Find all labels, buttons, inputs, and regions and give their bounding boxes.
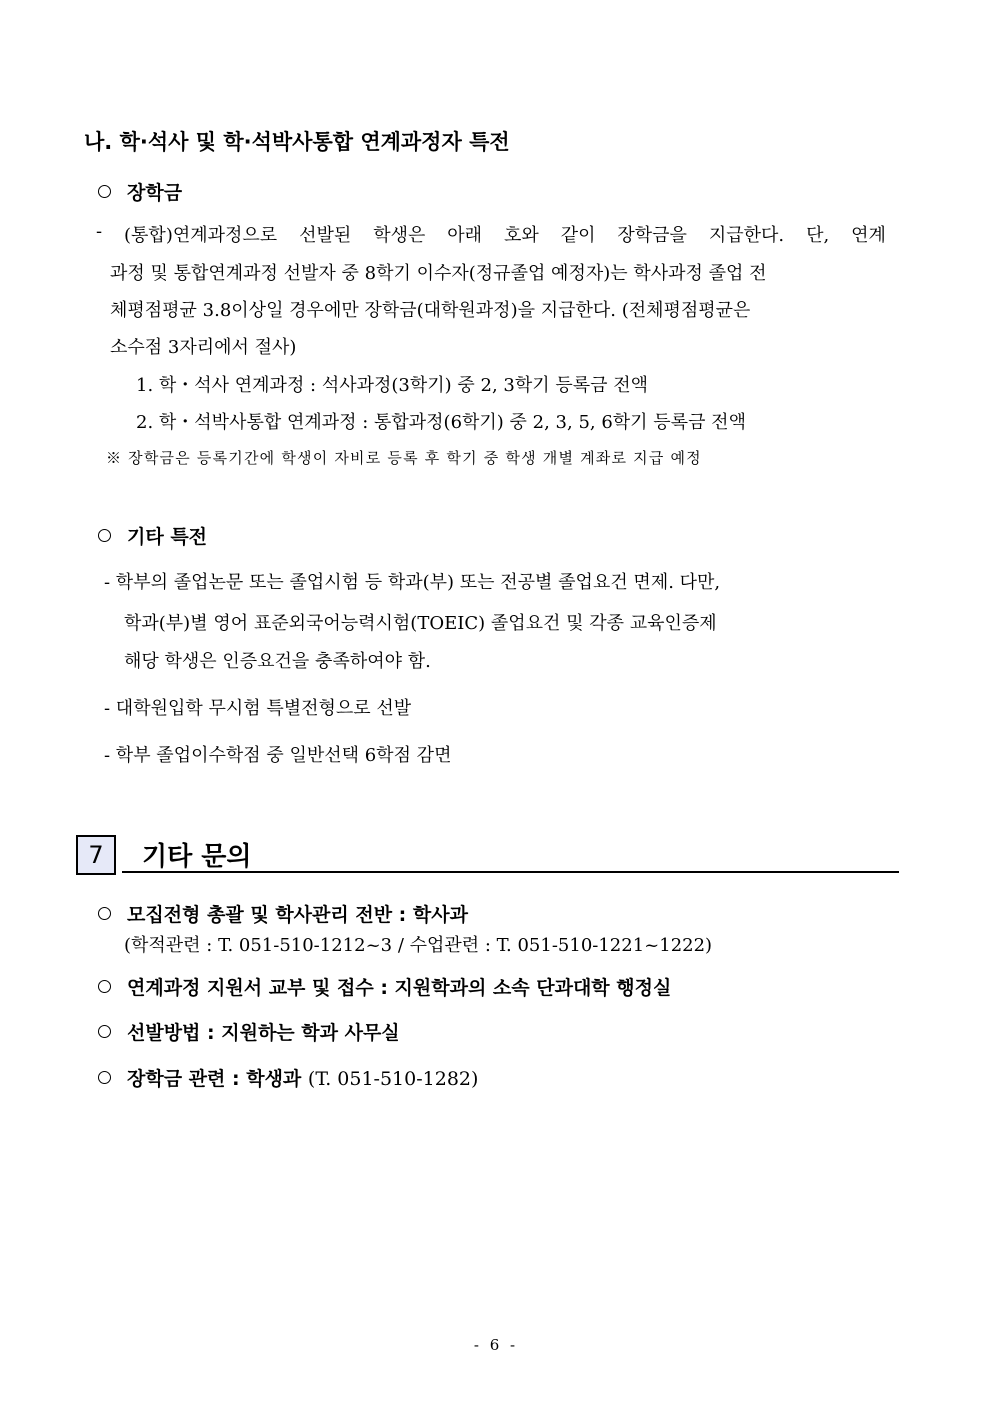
section-title: 기타 문의 bbox=[142, 842, 252, 872]
circle-bullet-icon bbox=[98, 529, 111, 542]
other-benefits-subheading: 기타 특전 bbox=[98, 522, 207, 549]
circle-bullet-icon bbox=[98, 1025, 111, 1038]
circle-bullet-icon bbox=[98, 907, 111, 920]
scholarship-item-2: 2. 학・석박사통합 연계과정 : 통합과정(6학기) 중 2, 3, 5, 6학기 등록금 전액 bbox=[136, 412, 746, 433]
contact-item-3: 선발방법 : 지원하는 학과 사무실 bbox=[98, 1018, 400, 1045]
scholarship-line-3: 체평점평균 3.8이상일 경우에만 장학금(대학원과정)을 지급한다. (전체평점평균은 bbox=[110, 300, 751, 321]
scholarship-line-1: - (통합)연계과정으로 선발된 학생은 아래 호와 같이 장학금을 지급한다. 단, 연계 bbox=[96, 221, 886, 246]
contact-item-4-phone: (T. 051-510-1282) bbox=[307, 1068, 479, 1090]
scholarship-note: ※ 장학금은 등록기간에 학생이 자비로 등록 후 학기 중 학생 개별 계좌로 지급 예정 bbox=[106, 449, 702, 467]
scholarship-item-1: 1. 학・석사 연계과정 : 석사과정(3학기) 중 2, 3학기 등록금 전액 bbox=[136, 375, 649, 396]
circle-bullet-icon bbox=[98, 1071, 111, 1084]
contact-item-2: 연계과정 지원서 교부 및 접수 : 지원학과의 소속 단과대학 행정실 bbox=[98, 973, 671, 1000]
section-title-rule bbox=[122, 871, 899, 873]
page-number: - 6 - bbox=[473, 1336, 519, 1354]
benefit-line-3: 해당 학생은 인증요건을 충족하여야 함. bbox=[124, 651, 431, 672]
benefit-line-1: - 학부의 졸업논문 또는 졸업시험 등 학과(부) 또는 전공별 졸업요건 면제. 다만, bbox=[104, 572, 721, 593]
scholarship-subheading: 장학금 bbox=[98, 178, 182, 205]
section-heading-na: 나. 학·석사 및 학·석박사통합 연계과정자 특전 bbox=[84, 130, 510, 154]
benefit-line-5: - 학부 졸업이수학점 중 일반선택 6학점 감면 bbox=[104, 745, 452, 766]
contact-item-4: 장학금 관련 : 학생과 (T. 051-510-1282) bbox=[98, 1064, 478, 1091]
benefit-line-2: 학과(부)별 영어 표준외국어능력시험(TOEIC) 졸업요건 및 각종 교육인증제 bbox=[124, 613, 717, 634]
section-number-box: 7 bbox=[76, 835, 116, 875]
circle-bullet-icon bbox=[98, 980, 111, 993]
scholarship-line-2: 과정 및 통합연계과정 선발자 중 8학기 이수자(정규졸업 예정자)는 학사과정 졸업 전 bbox=[110, 263, 767, 284]
contact-item-1-detail: (학적관련 : T. 051-510-1212~3 / 수업관련 : T. 051-510-1221~1222) bbox=[124, 935, 713, 956]
contact-item-1: 모집전형 총괄 및 학사관리 전반 : 학사과 bbox=[98, 900, 468, 927]
benefit-line-4: - 대학원입학 무시험 특별전형으로 선발 bbox=[104, 698, 412, 719]
circle-bullet-icon bbox=[98, 185, 111, 198]
scholarship-line-4: 소수점 3자리에서 절사) bbox=[110, 337, 297, 358]
